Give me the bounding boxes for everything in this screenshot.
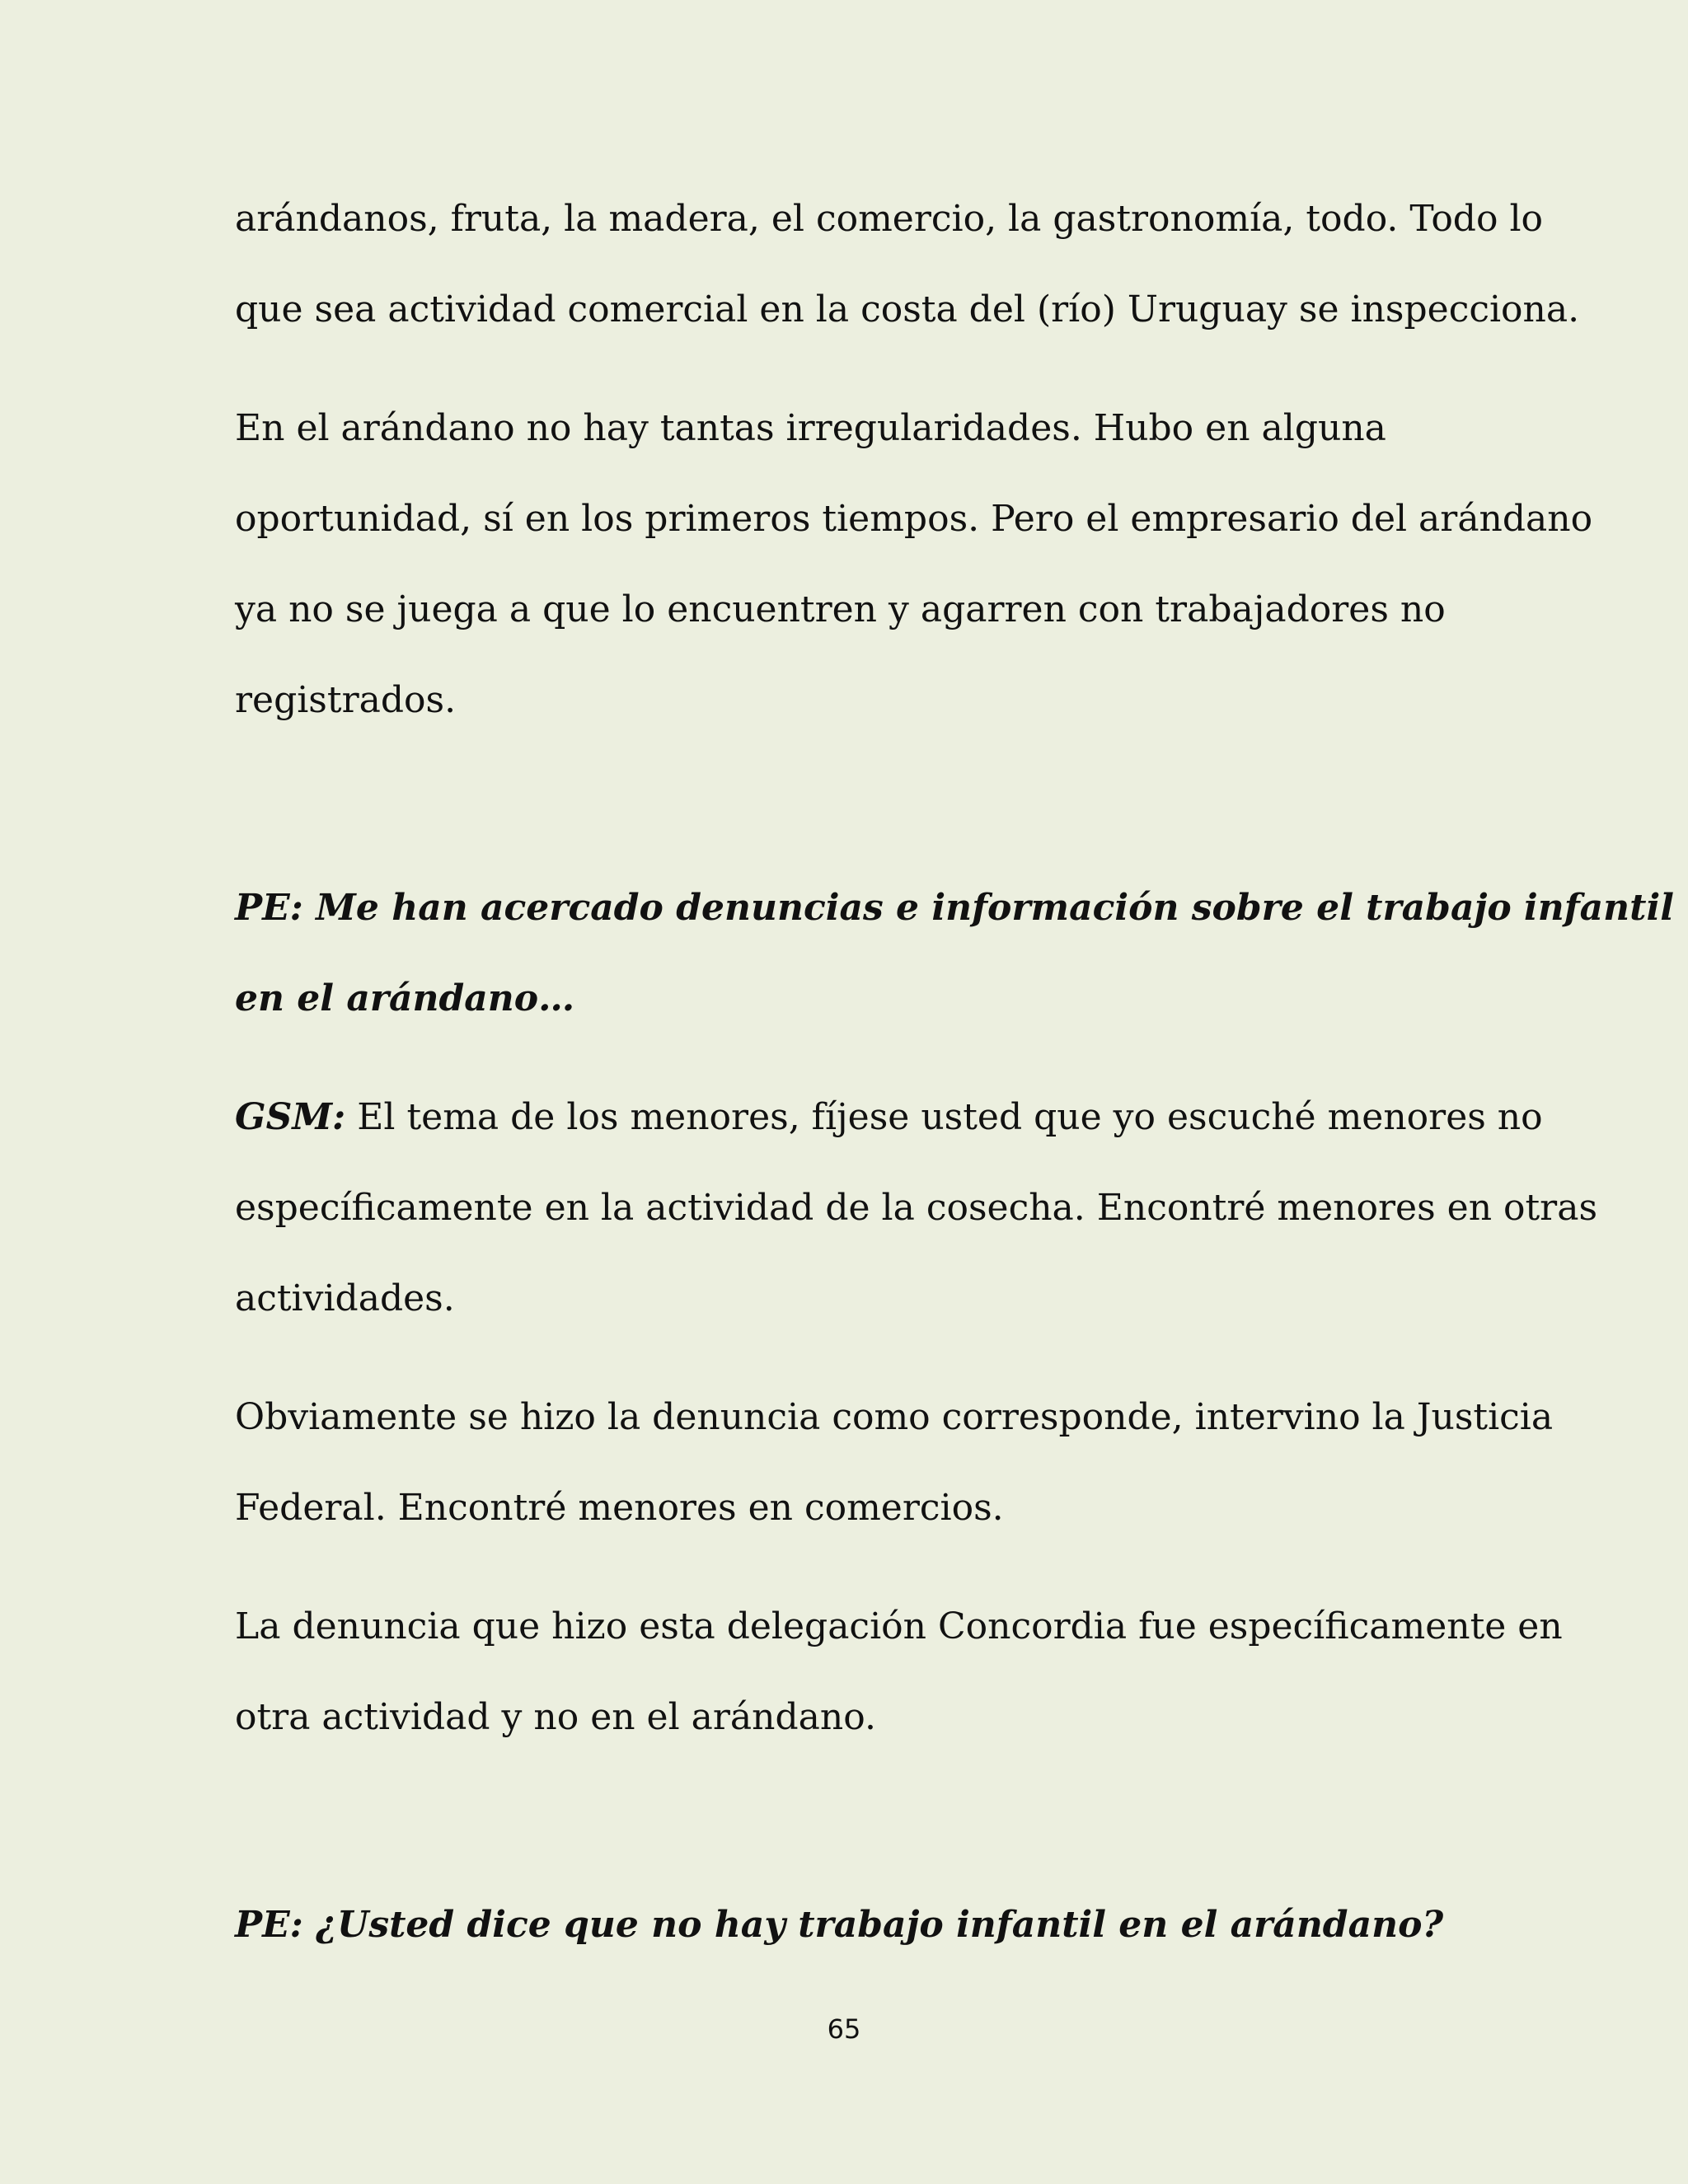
- question-line-2: en el arándano…: [235, 977, 575, 1019]
- document-page: [235, 0, 1674, 2184]
- text-line-13: Federal. Encontré menores en comercios.: [235, 1487, 1004, 1529]
- answer-line-1-text: El tema de los menores, fíjese usted que yo escuché menores no: [345, 1096, 1543, 1138]
- text-line-5: ya no se juega a que lo encuentren y agarren con trabajadores no: [235, 588, 1446, 630]
- text-line-3: En el arándano no hay tantas irregularidades. Hubo en alguna: [235, 407, 1386, 449]
- page-number: 65: [827, 2013, 861, 2045]
- answer-line-3: actividades.: [235, 1277, 455, 1319]
- text-line-15: otra actividad y no en el arándano.: [235, 1696, 876, 1738]
- text-line-12: Obviamente se hizo la denuncia como corresponde, intervino la Justicia: [235, 1396, 1554, 1438]
- text-line-4: oportunidad, sí en los primeros tiempos. Pero el empresario del arándano: [235, 498, 1593, 540]
- text-line-2: que sea actividad comercial en la costa del (río) Uruguay se inspecciona.: [235, 288, 1580, 330]
- question-line-1: PE: Me han acercado denuncias e información sobre el trabajo infantil: [235, 887, 1674, 929]
- question-line-3: PE: ¿Usted dice que no hay trabajo infantil en el arándano?: [235, 1904, 1444, 1946]
- text-line-14: La denuncia que hizo esta delegación Concordia fue específicamente en: [235, 1605, 1563, 1647]
- answer-line-2: específicamente en la actividad de la cosecha. Encontré menores en otras: [235, 1187, 1598, 1229]
- text-line-1: arándanos, fruta, la madera, el comercio, la gastronomía, todo. Todo lo: [235, 198, 1544, 240]
- text-line-6: registrados.: [235, 679, 457, 721]
- answer-line-1: [235, 1093, 1543, 1142]
- speaker-label: GSM:: [235, 1096, 346, 1138]
